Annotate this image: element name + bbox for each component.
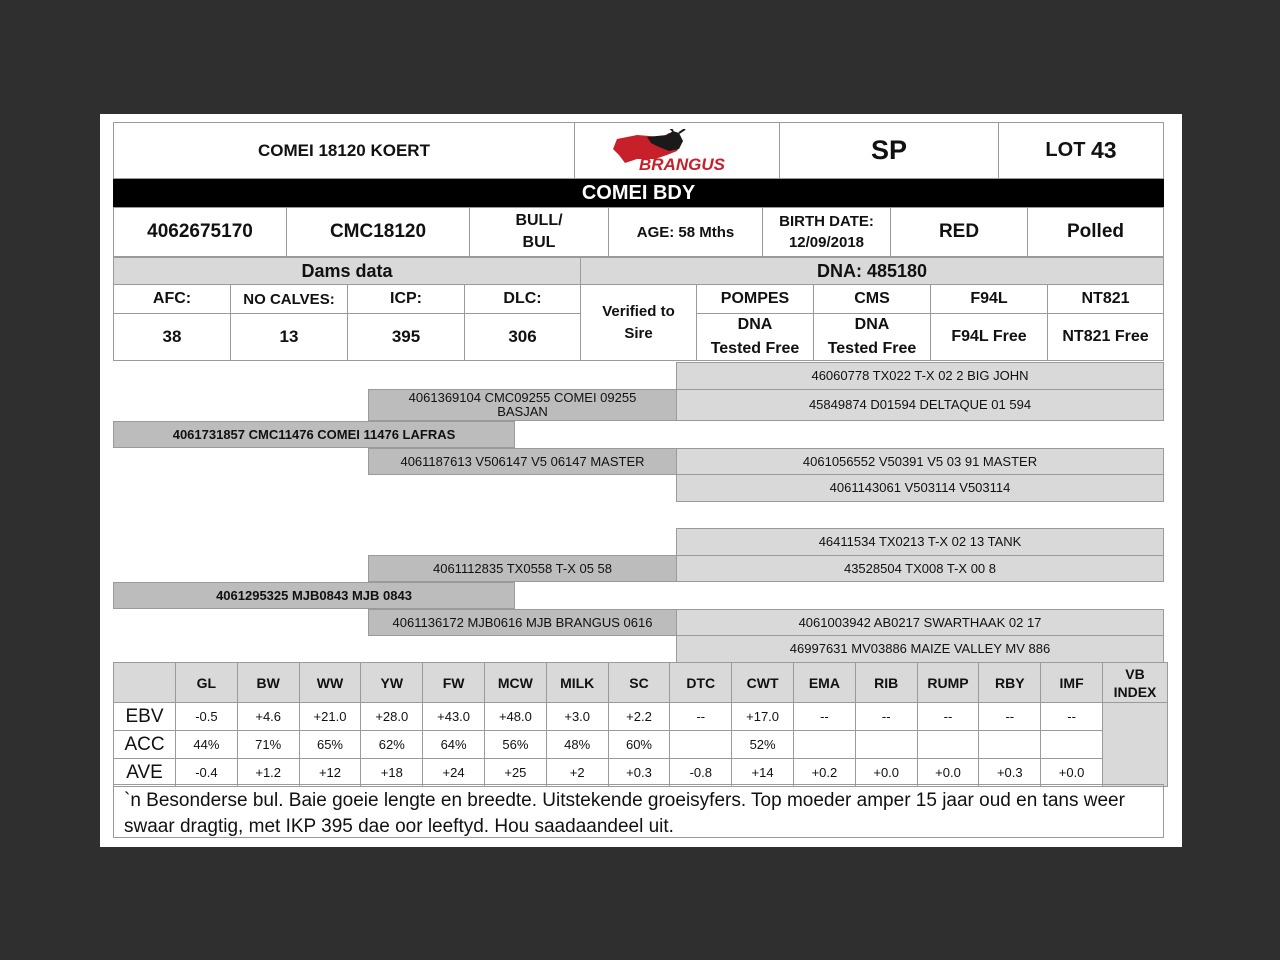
ebv-cell-ebv-rby: -- <box>978 702 1041 731</box>
ebv-cell-ebv-gl: -0.5 <box>175 702 238 731</box>
ebv-cell-ebv-mcw: +48.0 <box>484 702 547 731</box>
ebv-col-dtc: DTC <box>669 662 732 703</box>
comment-text: `n Besonderse bul. Baie goeie lengte en breedte. Uitstekende groeisyfers. Top moeder amper 15 jaar oud en tans weer swaar dragtig, met IKP 395 dae oor leeftyd. Hou saadaandeel uit. <box>113 784 1164 838</box>
ebv-col-fw: FW <box>422 662 485 703</box>
ebv-cell-ave-yw: +18 <box>360 758 423 787</box>
dna-title: DNA: 485180 <box>580 257 1164 285</box>
ebv-cell-ave-cwt: +14 <box>731 758 794 787</box>
ebv-cell-ave-rump: +0.0 <box>917 758 980 787</box>
ebv-cell-ave-rib: +0.0 <box>855 758 918 787</box>
id-code: CMC18120 <box>286 207 470 257</box>
ebv-col-ema: EMA <box>793 662 856 703</box>
svg-text:BRANGUS: BRANGUS <box>639 154 725 173</box>
age: AGE: 58 Mths <box>608 207 763 257</box>
ebv-cell-acc-rump <box>917 730 980 759</box>
ebv-cell-acc-ww: 65% <box>299 730 362 759</box>
ebv-cell-ave-fw: +24 <box>422 758 485 787</box>
f94l-value: F94L Free <box>930 313 1048 361</box>
ebv-cell-ave-ema: +0.2 <box>793 758 856 787</box>
ebv-col-rby: RBY <box>978 662 1041 703</box>
ebv-col-mcw: MCW <box>484 662 547 703</box>
horn-status: Polled <box>1027 207 1164 257</box>
herd-banner: COMEI BDY <box>113 179 1164 207</box>
ebv-cell-ave-ww: +12 <box>299 758 362 787</box>
f94l-label: F94L <box>930 284 1048 314</box>
ebv-header-blank <box>113 662 176 703</box>
ebv-cell-ebv-bw: +4.6 <box>237 702 300 731</box>
ebv-row-label-acc: ACC <box>113 730 176 759</box>
grade: SP <box>779 122 999 179</box>
ebv-cell-acc-cwt: 52% <box>731 730 794 759</box>
ebv-cell-ebv-sc: +2.2 <box>608 702 671 731</box>
no-calves-label: NO CALVES: <box>230 284 348 314</box>
dlc-label: DLC: <box>464 284 581 314</box>
lot-card <box>100 114 1182 847</box>
pedigree-sire: 4061731857 CMC11476 COMEI 11476 LAFRAS <box>113 421 515 448</box>
vb-index-value <box>1102 702 1168 787</box>
ebv-cell-acc-rby <box>978 730 1041 759</box>
ebv-cell-ave-rby: +0.3 <box>978 758 1041 787</box>
pedigree-dam-sire: 4061112835 TX0558 T-X 05 58 <box>368 555 677 582</box>
afc-label: AFC: <box>113 284 231 314</box>
ebv-cell-ave-sc: +0.3 <box>608 758 671 787</box>
ebv-cell-ave-gl: -0.4 <box>175 758 238 787</box>
lot-value: 43 <box>1090 137 1117 163</box>
ebv-row-label-ebv: EBV <box>113 702 176 731</box>
ebv-cell-acc-rib <box>855 730 918 759</box>
ebv-col-cwt: CWT <box>731 662 794 703</box>
lot-label: LOT <box>1045 139 1091 161</box>
vb-index-header: VB INDEX <box>1102 662 1168 703</box>
ebv-cell-acc-fw: 64% <box>422 730 485 759</box>
ebv-col-yw: YW <box>360 662 423 703</box>
ebv-col-bw: BW <box>237 662 300 703</box>
ebv-col-milk: MILK <box>546 662 609 703</box>
ebv-cell-ebv-dtc: -- <box>669 702 732 731</box>
pedigree-dam-dam: 4061136172 MJB0616 MJB BRANGUS 0616 <box>368 609 677 636</box>
birth-date: BIRTH DATE: 12/09/2018 <box>762 207 891 257</box>
ebv-col-rib: RIB <box>855 662 918 703</box>
animal-name: COMEI 18120 KOERT <box>113 122 575 179</box>
no-calves-value: 13 <box>230 313 348 361</box>
ebv-row-label-ave: AVE <box>113 758 176 787</box>
pedigree-ss-sire: 46060778 TX022 T-X 02 2 BIG JOHN <box>676 362 1164 390</box>
pedigree-ss-dam: 45849874 D01594 DELTAQUE 01 594 <box>676 389 1164 421</box>
ebv-col-ww: WW <box>299 662 362 703</box>
ebv-cell-ebv-yw: +28.0 <box>360 702 423 731</box>
pedigree-dam: 4061295325 MJB0843 MJB 0843 <box>113 582 515 609</box>
verified-to-sire: Verified to Sire <box>580 284 697 361</box>
pedigree-sd-dam: 4061143061 V503114 V503114 <box>676 474 1164 502</box>
nt821-label: NT821 <box>1047 284 1164 314</box>
pedigree-dd-sire: 4061003942 AB0217 SWARTHAAK 02 17 <box>676 609 1164 636</box>
ebv-cell-ebv-fw: +43.0 <box>422 702 485 731</box>
ebv-col-sc: SC <box>608 662 671 703</box>
pompes-label: POMPES <box>696 284 814 314</box>
ebv-cell-ave-imf: +0.0 <box>1040 758 1103 787</box>
ebv-col-rump: RUMP <box>917 662 980 703</box>
ebv-col-gl: GL <box>175 662 238 703</box>
ebv-cell-acc-bw: 71% <box>237 730 300 759</box>
ebv-cell-acc-gl: 44% <box>175 730 238 759</box>
pedigree-sd-sire: 4061056552 V50391 V5 03 91 MASTER <box>676 448 1164 475</box>
pompes-value: DNA Tested Free <box>696 313 814 361</box>
ebv-col-imf: IMF <box>1040 662 1103 703</box>
ebv-cell-ebv-imf: -- <box>1040 702 1103 731</box>
ebv-cell-acc-imf <box>1040 730 1103 759</box>
ebv-cell-ave-mcw: +25 <box>484 758 547 787</box>
reg-number: 4062675170 <box>113 207 287 257</box>
pedigree-dd-dam: 46997631 MV03886 MAIZE VALLEY MV 886 <box>676 635 1164 663</box>
ebv-cell-ebv-ema: -- <box>793 702 856 731</box>
ebv-table <box>113 662 1164 785</box>
bull-logo-icon <box>607 129 747 173</box>
ebv-cell-ebv-rib: -- <box>855 702 918 731</box>
colour: RED <box>890 207 1028 257</box>
cms-value: DNA Tested Free <box>813 313 931 361</box>
ebv-cell-ave-dtc: -0.8 <box>669 758 732 787</box>
afc-value: 38 <box>113 313 231 361</box>
ebv-cell-acc-mcw: 56% <box>484 730 547 759</box>
icp-label: ICP: <box>347 284 465 314</box>
sex: BULL/ BUL <box>469 207 609 257</box>
ebv-cell-ave-milk: +2 <box>546 758 609 787</box>
ebv-cell-acc-yw: 62% <box>360 730 423 759</box>
pedigree-sire-dam: 4061187613 V506147 V5 06147 MASTER <box>368 448 677 475</box>
icp-value: 395 <box>347 313 465 361</box>
lot-number <box>998 122 1164 179</box>
dams-data-title: Dams data <box>113 257 581 285</box>
nt821-value: NT821 Free <box>1047 313 1164 361</box>
ebv-cell-ave-bw: +1.2 <box>237 758 300 787</box>
brangus-logo <box>574 122 780 179</box>
ebv-cell-acc-ema <box>793 730 856 759</box>
pedigree-ds-dam: 43528504 TX008 T-X 00 8 <box>676 555 1164 582</box>
cms-label: CMS <box>813 284 931 314</box>
ebv-cell-acc-dtc <box>669 730 732 759</box>
ebv-cell-ebv-rump: -- <box>917 702 980 731</box>
ebv-cell-ebv-ww: +21.0 <box>299 702 362 731</box>
dlc-value: 306 <box>464 313 581 361</box>
ebv-cell-ebv-cwt: +17.0 <box>731 702 794 731</box>
ebv-cell-acc-milk: 48% <box>546 730 609 759</box>
pedigree-sire-sire: 4061369104 CMC09255 COMEI 09255 BASJAN <box>368 389 677 421</box>
ebv-cell-ebv-milk: +3.0 <box>546 702 609 731</box>
ebv-cell-acc-sc: 60% <box>608 730 671 759</box>
pedigree-ds-sire: 46411534 TX0213 T-X 02 13 TANK <box>676 528 1164 556</box>
